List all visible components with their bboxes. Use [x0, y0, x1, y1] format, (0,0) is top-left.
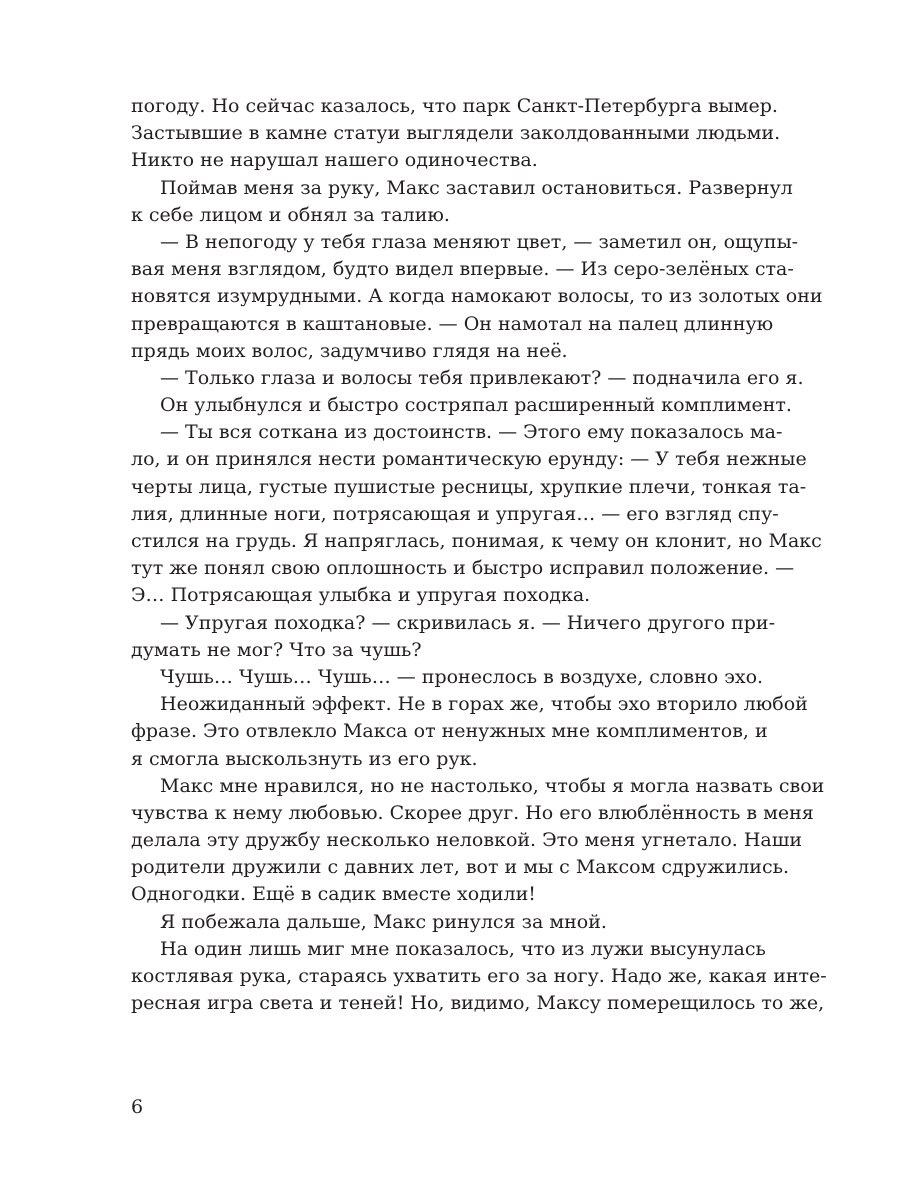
text-line: ресная игра света и теней! Но, видимо, Максу померещилось то же,	[131, 992, 825, 1015]
text-line: Макс мне нравился, но не настолько, чтобы я могла назвать свои	[160, 774, 825, 797]
text-line: Поймав меня за руку, Макс заставил остановиться. Развернул	[160, 176, 793, 199]
text-line: я смогла выскользнуть из его рук.	[131, 747, 478, 770]
text-line: чувства к нему любовью. Скорее друг. Но его влюблённость в меня	[131, 801, 814, 824]
text-line: Застывшие в камне статуи выглядели заколдованными людьми.	[131, 122, 781, 145]
page-body-text	[131, 93, 827, 1017]
text-line: прядь моих волос, задумчиво глядя на неё.	[131, 339, 568, 362]
text-line: делала эту дружбу несколько неловкой. Это меня угнетало. Наши	[131, 829, 803, 852]
text-line: вая меня взглядом, будто видел впервые. — Из серо-зелёных ста-	[131, 258, 794, 281]
text-line: Неожиданный эффект. Не в горах же, чтобы эхо вторило любой	[160, 693, 808, 716]
text-line: Я побежала дальше, Макс ринулся за мной.	[160, 910, 607, 933]
text-line: — Ты вся соткана из достоинств. — Этого ему показалось ма-	[160, 421, 783, 444]
text-line: Одногодки. Ещё в садик вместе ходили!	[131, 883, 536, 906]
text-line: тут же понял свою оплошность и быстро исправил положение. —	[131, 557, 795, 580]
text-line: — Упругая походка? — скривилась я. — Ничего другого при-	[160, 611, 775, 634]
text-line: ло, и он принялся нести романтическую ерунду: — У тебя нежные	[131, 448, 807, 471]
text-line: родители дружили с давних лет, вот и мы с Максом сдружились.	[131, 856, 789, 879]
text-line: лия, длинные ноги, потрясающая и упругая… — его взгляд спу-	[131, 502, 779, 525]
text-line: Никто не нарушал нашего одиночества.	[131, 149, 538, 172]
text-line: погоду. Но сейчас казалось, что парк Санкт-Петербурга вымер.	[131, 95, 778, 117]
text-line: фразе. Это отвлекло Макса от ненужных мне комплиментов, и	[131, 720, 768, 743]
text-line: — В непогоду у тебя глаза меняют цвет, — заметил он, ощупы-	[160, 230, 799, 253]
text-line: черты лица, густые пушистые ресницы, хрупкие плечи, тонкая та-	[131, 475, 807, 498]
text-line: — Только глаза и волосы тебя привлекают? — подначила его я.	[160, 366, 804, 389]
text-line: костлявая рука, стараясь ухватить его за ногу. Надо же, какая инте-	[131, 965, 827, 987]
text-line: Э… Потрясающая улыбка и упругая походка.	[131, 584, 591, 607]
text-line: новятся изумрудными. А когда намокают волосы, то из золотых они	[131, 285, 823, 308]
text-line: Он улыбнулся и быстро состряпал расширенный комплимент.	[160, 394, 792, 417]
text-line: Чушь… Чушь… Чушь… — пронеслось в воздухе, словно эхо.	[160, 665, 764, 688]
text-line: стился на грудь. Я напряглась, понимая, к чему он клонит, но Макс	[131, 530, 822, 552]
text-line: На один лишь миг мне показалось, что из лужи высунулась	[160, 937, 766, 960]
text-line: к себе лицом и обнял за талию.	[131, 203, 450, 226]
page-number: 6	[131, 1096, 144, 1118]
text-line: думать не мог? Что за чушь?	[131, 638, 422, 661]
text-line: превращаются в каштановые. — Он намотал на палец длинную	[131, 312, 774, 335]
